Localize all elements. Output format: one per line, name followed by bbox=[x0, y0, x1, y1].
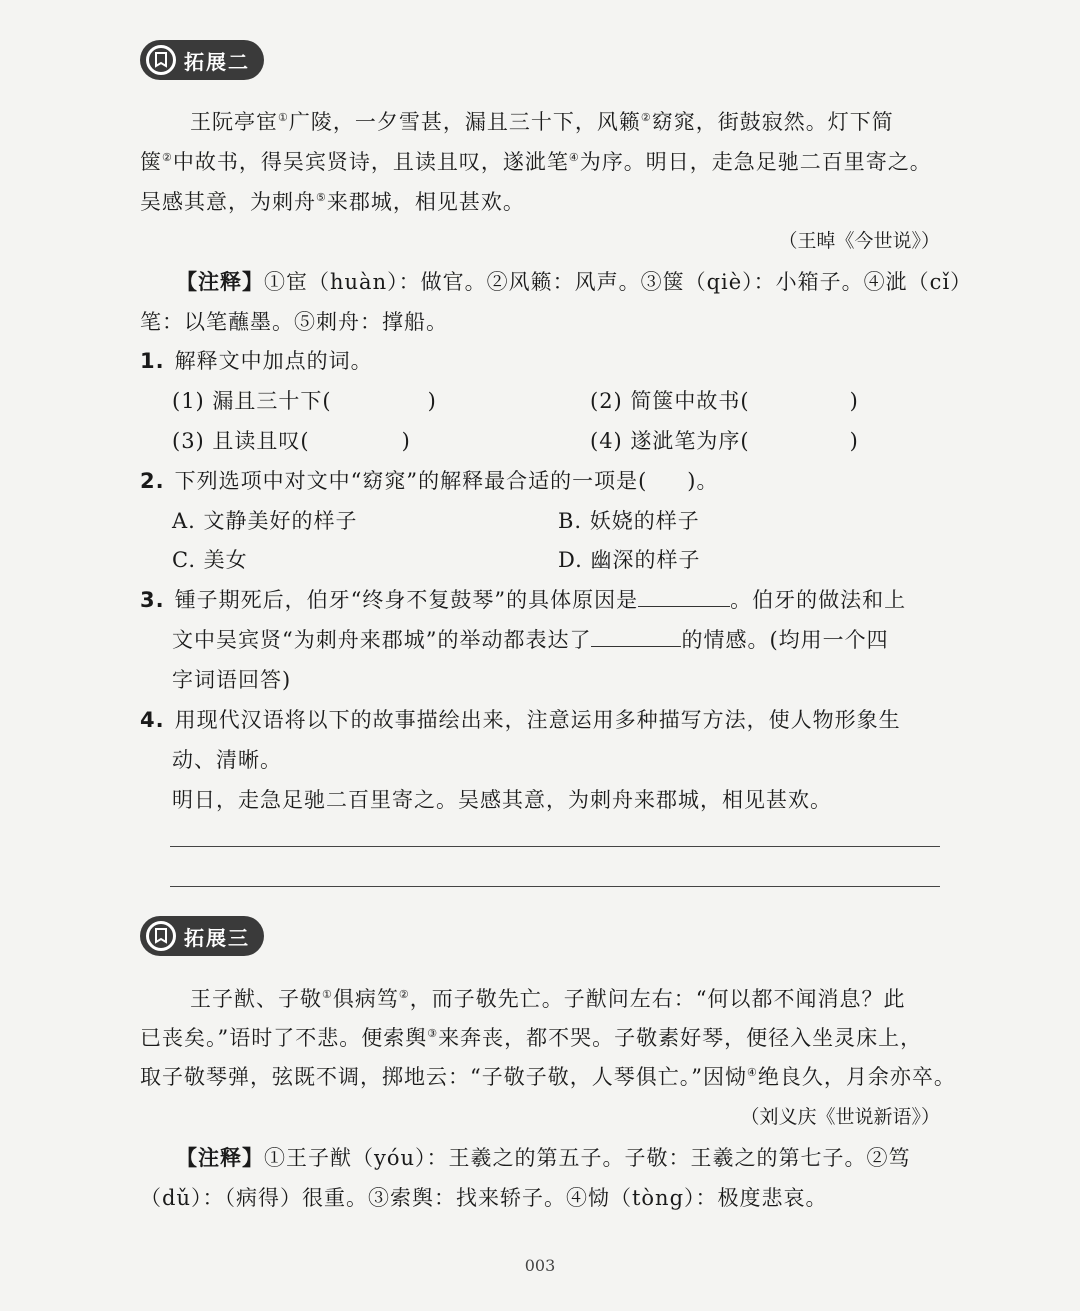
notes-line: 笔：以笔蘸墨。⑤刺舟：撑船。 bbox=[140, 310, 448, 334]
section-title-ext2: 拓展二 bbox=[184, 49, 250, 74]
answer-line[interactable] bbox=[170, 886, 940, 887]
question-3-line: 文中吴宾贤“为刺舟来郡城”的举动都表达了 的情感。(均用一个四 bbox=[172, 628, 889, 652]
q2-option: C. 美女 bbox=[172, 548, 248, 572]
answer-line[interactable] bbox=[170, 846, 940, 847]
question-3: 3. 锺子期死后，伯牙“终身不复鼓琴”的具体原因是 。伯牙的做法和上 bbox=[140, 588, 907, 612]
question-4: 4. 用现代汉语将以下的故事描绘出来，注意运用多种描写方法，使人物形象生 bbox=[140, 708, 901, 732]
q1-item: (2) 简箧中故书( ) bbox=[590, 389, 859, 413]
question-3-line: 字词语回答) bbox=[172, 668, 292, 692]
passage-line: 已丧矣。”语时了不悲。便索舆③来奔丧，都不哭。子敬素好琴，便径入坐灵床上， bbox=[140, 1026, 923, 1050]
question-1: 1. 解释文中加点的词。 bbox=[140, 349, 373, 373]
question-4-line: 动、清晰。 bbox=[172, 748, 282, 772]
passage-line: 王子猷、子敬①俱病笃②，而子敬先亡。子猷问左右：“何以都不闻消息？此 bbox=[190, 987, 906, 1011]
notes-label: 【注释】 bbox=[176, 1146, 264, 1170]
q1-item: (1) 漏且三十下( ) bbox=[172, 389, 437, 413]
notes-line: 【注释】①王子猷（yóu）：王羲之的第五子。子敬：王羲之的第七子。②笃 bbox=[176, 1146, 911, 1170]
answer-blank[interactable] bbox=[591, 628, 681, 647]
notes-label: 【注释】 bbox=[176, 270, 264, 294]
answer-blank[interactable] bbox=[638, 588, 730, 607]
passage-line: 箧②中故书，得吴宾贤诗，且读且叹，遂泚笔④为序。明日，走急足驰二百里寄之。 bbox=[140, 150, 932, 174]
question-2: 2. 下列选项中对文中“窈窕”的解释最合适的一项是( )。 bbox=[140, 469, 719, 493]
q1-item: (4) 遂泚笔为序( ) bbox=[590, 429, 859, 453]
q2-option: D. 幽深的样子 bbox=[558, 548, 701, 572]
passage-line: 王阮亭宦①广陵，一夕雪甚，漏且三十下，风籁②窈窕，街鼓寂然。灯下简 bbox=[190, 110, 894, 134]
question-4-line: 明日，走急足驰二百里寄之。吴感其意，为刺舟来郡城，相见甚欢。 bbox=[172, 788, 832, 812]
book-icon bbox=[146, 921, 176, 951]
page-number: 003 bbox=[524, 1256, 556, 1275]
citation: （王晫《今世说》） bbox=[778, 230, 940, 252]
book-icon bbox=[146, 45, 176, 75]
q1-item: (3) 且读且叹( ) bbox=[172, 429, 411, 453]
q2-option: B. 妖娆的样子 bbox=[558, 509, 700, 533]
notes-line: （dǔ）：（病得）很重。③索舆：找来轿子。④恸（tòng）：极度悲哀。 bbox=[140, 1186, 828, 1210]
notes-line: 【注释】①宦（huàn）：做官。②风籁：风声。③箧（qiè）：小箱子。④泚（cǐ） bbox=[176, 270, 973, 294]
passage-line: 取子敬琴弹，弦既不调，掷地云：“子敬子敬，人琴俱亡。”因恸④绝良久，月余亦卒。 bbox=[140, 1065, 956, 1089]
q2-option: A. 文静美好的样子 bbox=[172, 509, 358, 533]
section-badge-ext2 bbox=[140, 40, 264, 80]
section-badge-ext3 bbox=[140, 916, 264, 956]
section-title-ext3: 拓展三 bbox=[184, 925, 250, 950]
citation: （刘义庆《世说新语》） bbox=[740, 1106, 940, 1128]
passage-line: 吴感其意，为刺舟⑤来郡城，相见甚欢。 bbox=[140, 190, 525, 214]
